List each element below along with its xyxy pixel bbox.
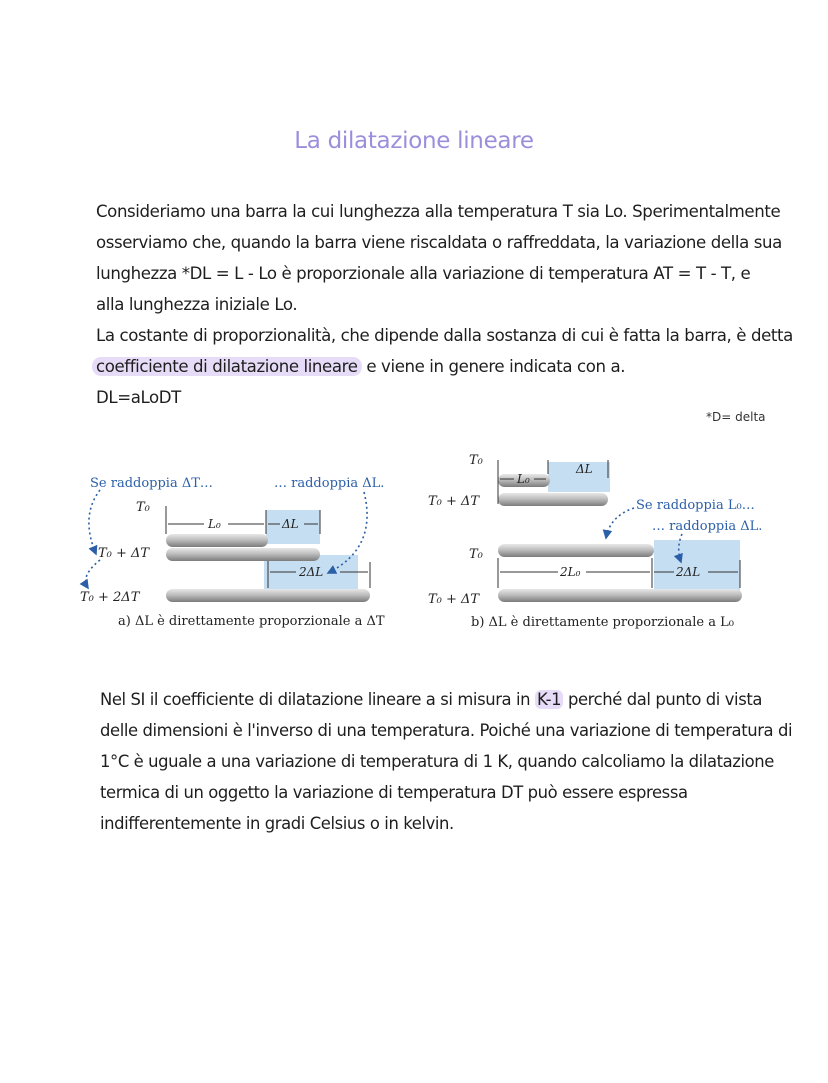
formula: DL=aLoDT <box>96 388 181 407</box>
caption-b: b) ΔL è direttamente proporzionale a L₀ <box>471 615 734 630</box>
label-top-dl: ΔL <box>576 462 593 476</box>
label-top-t0-dt: T₀ + ΔT <box>428 494 480 509</box>
label-t0-dt: T₀ + ΔT <box>98 546 150 561</box>
label-doubles-dl: … raddoppia ΔL. <box>274 476 385 491</box>
arrow-left <box>89 490 100 554</box>
label-l0: L₀ <box>208 517 221 531</box>
rod-bottom-t0-dt <box>498 589 742 602</box>
rod-top-t0-dt <box>498 493 608 506</box>
label-2l0: 2L₀ <box>560 565 581 579</box>
text-fragment: perché dal punto di vista <box>563 690 763 709</box>
text-fragment: e viene in genere indicata con a. <box>361 357 626 376</box>
label-bottom-2dl: 2ΔL <box>676 565 701 579</box>
label-dl: ΔL <box>282 517 299 531</box>
highlighted-unit: K-1 <box>536 690 562 709</box>
rod-t0-dt <box>166 548 320 561</box>
panel-a <box>80 476 385 629</box>
page-title: La dilatazione lineare <box>294 128 534 154</box>
text-line: termica di un oggetto la variazione di temperatura DT può essere espressa <box>100 783 688 802</box>
label-2dl: 2ΔL <box>299 565 324 579</box>
text-line: 1°C è uguale a una variazione di temperatura di 1 K, quando calcoliamo la dilatazione <box>100 752 774 771</box>
arrow-left-2 <box>86 560 100 588</box>
label-top-t0: T₀ <box>469 453 483 468</box>
label-t0: T₀ <box>136 500 150 515</box>
panel-b <box>428 453 762 630</box>
second-paragraph <box>100 684 793 839</box>
rod-t0-2dt <box>166 589 370 602</box>
text-line: osserviamo che, quando la barra viene riscaldata o raffreddata, la variazione della sua <box>96 233 782 252</box>
text-line <box>96 351 756 382</box>
text-fragment: Nel SI il coefficiente di dilatazione lineare a si misura in <box>100 690 535 709</box>
expansion-figure <box>78 438 768 638</box>
label-bottom-t0: T₀ <box>469 547 483 562</box>
label-top-l0: L₀ <box>517 472 530 486</box>
figure-svg <box>78 438 768 638</box>
arrow-b1 <box>606 508 634 538</box>
caption-a: a) ΔL è direttamente proporzionale a ΔT <box>118 614 385 629</box>
text-line: La costante di proporzionalità, che dipende dalla sostanza di cui è fatta la barra, è detta <box>96 326 793 345</box>
text-line: lunghezza *DL = L - Lo è proporzionale alla variazione di temperatura AT = T - T, e <box>96 264 751 283</box>
rod-t0 <box>166 534 268 547</box>
highlighted-term: coefficiente di dilatazione lineare <box>92 357 362 376</box>
label-t0-2dt: T₀ + 2ΔT <box>80 590 140 605</box>
text-line: Consideriamo una barra la cui lunghezza alla temperatura T sia Lo. Sperimentalmente <box>96 202 781 221</box>
text-line <box>100 684 763 715</box>
label-bottom-t0-dt: T₀ + ΔT <box>428 592 480 607</box>
label-doubles-dt: Se raddoppia ΔT… <box>90 476 213 491</box>
text-line: alla lunghezza iniziale Lo. <box>96 295 298 314</box>
label-doubles-dl: … raddoppia ΔL. <box>652 519 763 534</box>
rod-bottom-t0 <box>498 544 654 557</box>
intro-paragraph <box>96 196 793 413</box>
footnote: *D= delta <box>706 410 766 424</box>
text-line: indifferentemente in gradi Celsius o in kelvin. <box>100 814 454 833</box>
label-doubles-l0: Se raddoppia L₀… <box>636 498 755 513</box>
text-line: delle dimensioni è l'inverso di una temperatura. Poiché una variazione di temperatura di <box>100 721 793 740</box>
